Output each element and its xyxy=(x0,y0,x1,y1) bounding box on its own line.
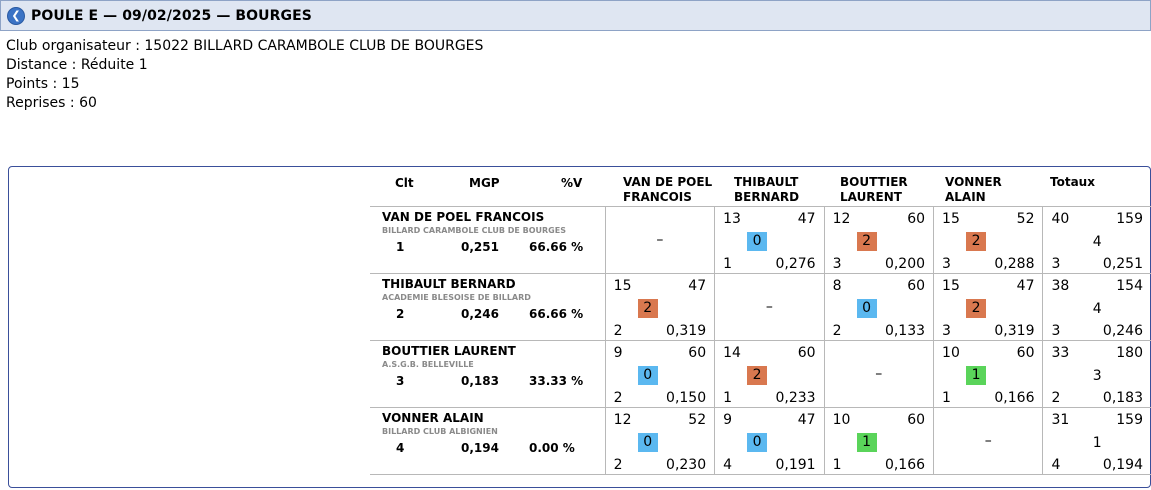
match-reprises: 60 xyxy=(688,345,707,361)
match-average: 0,230 xyxy=(666,457,707,473)
match-series: 1 xyxy=(723,256,733,272)
header-opponent-vonner xyxy=(945,175,1002,205)
match-points: 9 xyxy=(613,345,623,361)
header-line: BERNARD xyxy=(734,190,800,204)
back-arrow-icon[interactable]: ❮ xyxy=(7,7,25,25)
player-rank: 3 xyxy=(396,374,405,388)
match-average: 0,166 xyxy=(994,390,1035,406)
total-reprises: 154 xyxy=(1116,278,1143,294)
match-points-badge: 0 xyxy=(747,232,767,251)
player-info xyxy=(370,274,605,341)
header-pct: %V xyxy=(561,176,583,190)
total-average: 0,194 xyxy=(1102,457,1143,473)
match-cell[interactable] xyxy=(824,408,933,475)
match-series: 1 xyxy=(723,390,733,406)
match-series: 2 xyxy=(832,323,842,339)
player-win-pct: 0.00 % xyxy=(529,441,575,455)
match-points: 10 xyxy=(942,345,960,361)
match-cell[interactable] xyxy=(934,341,1043,408)
reprises-label: Reprises : 60 xyxy=(6,95,97,111)
match-cell[interactable] xyxy=(715,408,824,475)
player-name: BOUTTIER LAURENT xyxy=(382,344,516,358)
player-club: BILLARD CARAMBOLE CLUB DE BOURGES xyxy=(382,226,566,235)
table-row xyxy=(370,408,1151,475)
match-points: 15 xyxy=(613,278,632,294)
player-win-pct: 66.66 % xyxy=(529,307,584,321)
match-average: 0,133 xyxy=(884,323,926,339)
match-points: 15 xyxy=(942,211,960,227)
match-reprises: 60 xyxy=(1016,345,1035,361)
title-bar xyxy=(0,0,1151,31)
player-win-pct: 33.33 % xyxy=(529,374,584,388)
player-name: VAN DE POEL FRANCOIS xyxy=(382,210,545,224)
match-average: 0,319 xyxy=(994,323,1035,339)
match-points-badge: 0 xyxy=(638,366,658,385)
header-line: ALAIN xyxy=(945,190,986,204)
total-points: 40 xyxy=(1051,211,1070,227)
match-cell-self xyxy=(715,274,824,341)
organizer-club: Club organisateur : 15022 BILLARD CARAMBOLE CLUB DE BOURGES xyxy=(6,38,484,54)
player-info xyxy=(370,341,605,408)
tournament-info xyxy=(6,37,483,113)
player-info xyxy=(370,207,605,274)
match-series: 1 xyxy=(942,390,951,406)
match-cell-self xyxy=(605,207,714,274)
no-match-dash: – xyxy=(656,232,664,248)
match-cell[interactable] xyxy=(934,274,1043,341)
player-name: VONNER ALAIN xyxy=(382,411,484,425)
no-match-dash: – xyxy=(984,433,992,449)
header-line: VAN DE POEL xyxy=(623,175,713,189)
match-points-badge: 0 xyxy=(857,299,877,318)
match-series: 1 xyxy=(832,457,842,473)
total-reprises: 159 xyxy=(1116,412,1143,428)
match-reprises: 60 xyxy=(907,278,926,294)
match-cell[interactable] xyxy=(934,207,1043,274)
player-club: A.S.G.B. BELLEVILLE xyxy=(382,360,474,369)
match-cell[interactable] xyxy=(605,341,714,408)
table-row xyxy=(370,274,1151,341)
total-points: 31 xyxy=(1051,412,1070,428)
match-average: 0,200 xyxy=(884,256,926,272)
results-table xyxy=(370,206,1151,475)
match-reprises: 47 xyxy=(797,412,816,428)
match-series: 2 xyxy=(613,323,623,339)
match-reprises: 60 xyxy=(907,412,926,428)
match-cell[interactable] xyxy=(715,341,824,408)
header-line: FRANCOIS xyxy=(623,190,692,204)
player-club: BILLARD CLUB ALBIGNIEN xyxy=(382,427,498,436)
match-average: 0,319 xyxy=(666,323,707,339)
no-match-dash: – xyxy=(875,366,883,382)
player-win-pct: 66.66 % xyxy=(529,240,584,254)
header-opponent-thibault xyxy=(734,175,799,205)
match-cell-self xyxy=(934,408,1043,475)
page-title: POULE E — 09/02/2025 — BOURGES xyxy=(31,7,312,24)
match-cell[interactable] xyxy=(605,274,714,341)
match-cell-self xyxy=(824,341,933,408)
header-totaux: Totaux xyxy=(1050,175,1095,189)
total-points: 33 xyxy=(1051,345,1070,361)
total-average: 0,251 xyxy=(1102,256,1143,272)
totals-cell xyxy=(1043,408,1151,475)
total-match-points: 1 xyxy=(1092,435,1102,451)
match-points: 13 xyxy=(723,211,741,227)
match-points: 12 xyxy=(832,211,851,227)
player-mgp: 0,251 xyxy=(461,240,499,254)
table-row xyxy=(370,341,1151,408)
header-line: BOUTTIER xyxy=(840,175,908,189)
header-line: VONNER xyxy=(945,175,1002,189)
match-average: 0,166 xyxy=(884,457,926,473)
total-reprises: 180 xyxy=(1116,345,1143,361)
header-opponent-bouttier xyxy=(840,175,908,205)
header-line: LAURENT xyxy=(840,190,902,204)
match-average: 0,233 xyxy=(775,390,816,406)
match-reprises: 52 xyxy=(688,412,707,428)
match-average: 0,191 xyxy=(775,457,816,473)
match-points-badge: 2 xyxy=(857,232,877,251)
no-match-dash: – xyxy=(765,299,773,315)
match-points-badge: 1 xyxy=(857,433,877,452)
player-name: THIBAULT BERNARD xyxy=(382,277,516,291)
match-reprises: 47 xyxy=(1016,278,1035,294)
match-points: 9 xyxy=(723,412,733,428)
player-rank: 1 xyxy=(396,240,405,254)
match-reprises: 47 xyxy=(797,211,816,227)
total-average: 0,246 xyxy=(1102,323,1143,339)
total-match-points: 4 xyxy=(1092,301,1102,317)
match-points: 14 xyxy=(723,345,741,361)
match-points-badge: 2 xyxy=(638,299,658,318)
match-reprises: 52 xyxy=(1016,211,1035,227)
match-average: 0,150 xyxy=(666,390,707,406)
points-label: Points : 15 xyxy=(6,76,80,92)
match-average: 0,276 xyxy=(775,256,816,272)
totals-cell xyxy=(1043,274,1151,341)
match-points-badge: 2 xyxy=(966,299,986,318)
totals-cell xyxy=(1043,341,1151,408)
distance-label: Distance : Réduite 1 xyxy=(6,57,148,73)
match-points-badge: 0 xyxy=(747,433,767,452)
match-points-badge: 1 xyxy=(966,366,986,385)
match-points: 8 xyxy=(832,278,842,294)
player-rank: 2 xyxy=(396,307,405,321)
total-series: 3 xyxy=(1051,323,1061,339)
player-mgp: 0,183 xyxy=(461,374,499,388)
match-series: 3 xyxy=(942,256,951,272)
player-mgp: 0,246 xyxy=(461,307,499,321)
player-mgp: 0,194 xyxy=(461,441,499,455)
match-series: 2 xyxy=(613,390,623,406)
header-mgp: MGP xyxy=(469,176,500,190)
table-row xyxy=(370,207,1151,274)
match-series: 2 xyxy=(613,457,623,473)
match-points: 12 xyxy=(613,412,632,428)
match-series: 4 xyxy=(723,457,733,473)
match-reprises: 47 xyxy=(688,278,707,294)
total-series: 3 xyxy=(1051,256,1061,272)
header-opponent-van-de-poel xyxy=(623,175,712,205)
total-series: 4 xyxy=(1051,457,1061,473)
player-rank: 4 xyxy=(396,441,405,455)
match-reprises: 60 xyxy=(797,345,816,361)
header-clt: Clt xyxy=(395,176,414,190)
player-info xyxy=(370,408,605,475)
match-cell[interactable] xyxy=(824,274,933,341)
match-points: 15 xyxy=(942,278,960,294)
totals-cell xyxy=(1043,207,1151,274)
total-reprises: 159 xyxy=(1116,211,1143,227)
player-club: ACADEMIE BLESOISE DE BILLARD xyxy=(382,293,531,302)
total-match-points: 4 xyxy=(1092,234,1102,250)
match-points: 10 xyxy=(832,412,851,428)
total-match-points: 3 xyxy=(1092,368,1102,384)
match-points-badge: 2 xyxy=(966,232,986,251)
match-cell[interactable] xyxy=(715,207,824,274)
total-series: 2 xyxy=(1051,390,1061,406)
match-points-badge: 0 xyxy=(638,433,658,452)
match-series: 3 xyxy=(832,256,842,272)
match-cell[interactable] xyxy=(605,408,714,475)
match-average: 0,288 xyxy=(994,256,1035,272)
total-points: 38 xyxy=(1051,278,1070,294)
match-points-badge: 2 xyxy=(747,366,767,385)
match-reprises: 60 xyxy=(907,211,926,227)
header-line: THIBAULT xyxy=(734,175,799,189)
total-average: 0,183 xyxy=(1102,390,1143,406)
match-cell[interactable] xyxy=(824,207,933,274)
match-series: 3 xyxy=(942,323,951,339)
